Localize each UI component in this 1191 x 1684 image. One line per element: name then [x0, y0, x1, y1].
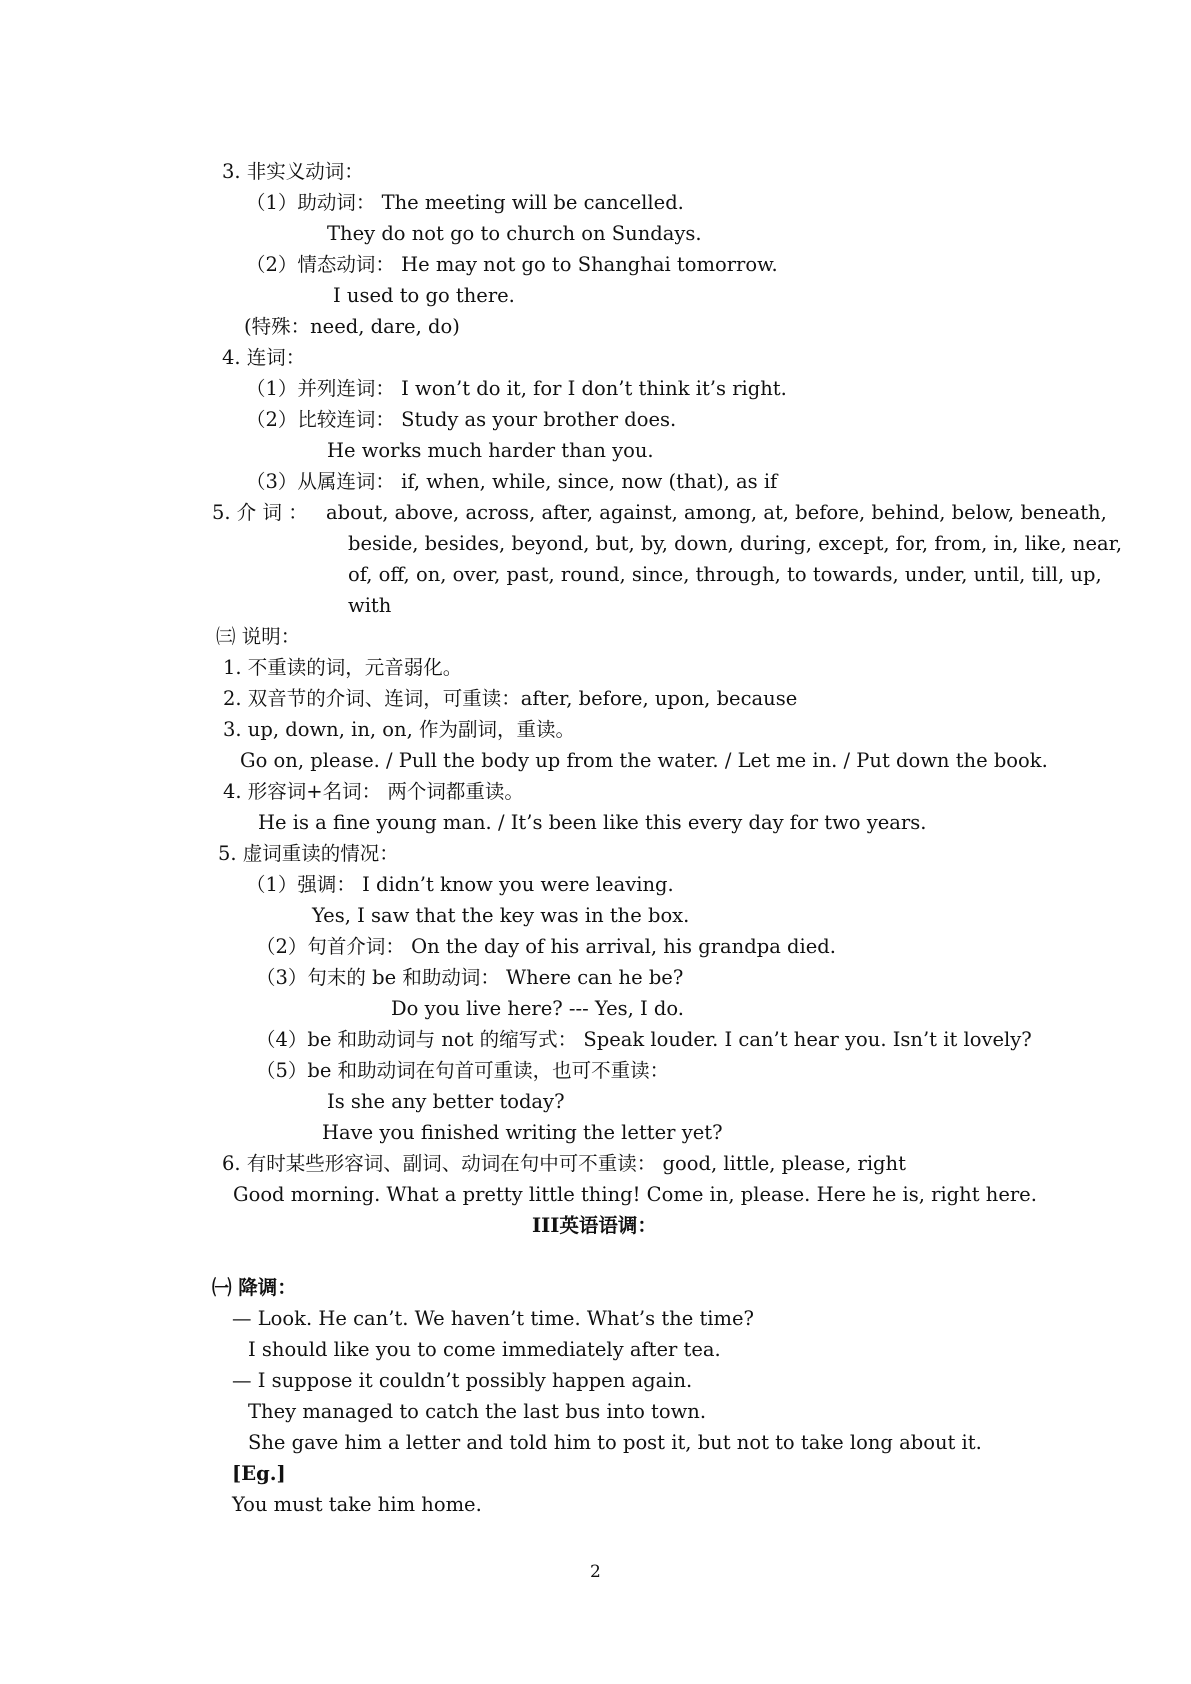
contraction-line: （4）be 和助动词与 not 的缩写式： Speak louder. I can’t hear you. Isn’t it lovely? — [256, 1028, 1032, 1051]
note-4: 4. 形容词+名词： 两个词都重读。 — [223, 780, 524, 803]
example-sentence: You must take him home. — [232, 1493, 482, 1516]
falling-tone-line-1: — Look. He can’t. We haven’t time. What’s the time? — [232, 1307, 755, 1330]
falling-tone-line-4: They managed to catch the last bus into town. — [248, 1400, 707, 1423]
initial-preposition-line: （2）句首介词： On the day of his arrival, his grandpa died. — [256, 935, 836, 958]
falling-tone-line-3: — I suppose it couldn’t possibly happen again. — [232, 1369, 693, 1392]
notes-heading: ㈢ 说明： — [216, 625, 301, 648]
note-6-example: Good morning. What a pretty little thing! Come in, please. Here he is, right here. — [233, 1183, 1037, 1206]
note-5: 5. 虚词重读的情况： — [218, 842, 399, 865]
section-4-heading: 4. 连词： — [222, 346, 306, 369]
coordinating-conj-line: （1）并列连词： I won’t do it, for I don’t think it’s right. — [246, 377, 787, 400]
auxiliary-verb-example: They do not go to church on Sundays. — [327, 222, 702, 245]
note-3: 3. up, down, in, on, 作为副词，重读。 — [223, 718, 575, 741]
section-iii-title: III英语语调： — [532, 1214, 657, 1237]
special-note: (特殊：need, dare, do) — [244, 315, 460, 338]
auxiliary-verb-line: （1）助动词： The meeting will be cancelled. — [246, 191, 684, 214]
emphasis-line: （1）强调： I didn’t know you were leaving. — [246, 873, 674, 896]
falling-tone-line-5: She gave him a letter and told him to post it, but not to take long about it. — [248, 1431, 982, 1454]
preposition-list-3: of, off, on, over, past, round, since, through, to towards, under, until, till, up, — [348, 563, 1102, 586]
initial-be-example-2: Have you finished writing the letter yet? — [322, 1121, 723, 1144]
emphasis-example: Yes, I saw that the key was in the box. — [312, 904, 690, 927]
comparative-conj-line: （2）比较连词： Study as your brother does. — [246, 408, 677, 431]
example-label: [Eg.] — [232, 1462, 286, 1485]
subordinating-conj-line: （3）从属连词： if, when, while, since, now (that), as if — [246, 470, 778, 493]
note-4-example: He is a fine young man. / It’s been like this every day for two years. — [258, 811, 927, 834]
final-be-line: （3）句末的 be 和助动词： Where can he be? — [256, 966, 684, 989]
note-6: 6. 有时某些形容词、副词、动词在句中可不重读： good, little, please, right — [222, 1152, 906, 1175]
section-3-heading: 3. 非实义动词： — [222, 160, 364, 183]
preposition-list-1: about, above, across, after, against, among, at, before, behind, below, beneath, — [326, 501, 1107, 524]
falling-tone-line-2: I should like you to come immediately after tea. — [248, 1338, 721, 1361]
initial-be-example-1: Is she any better today? — [327, 1090, 565, 1113]
preposition-list-2: beside, besides, beyond, but, by, down, during, except, for, from, in, like, near, — [348, 532, 1123, 555]
note-3-example: Go on, please. / Pull the body up from the water. / Let me in. / Put down the book. — [240, 749, 1048, 772]
modal-verb-example: I used to go there. — [333, 284, 515, 307]
section-5-heading: 5. 介 词 ： — [212, 501, 308, 524]
initial-be-line: （5）be 和助动词在句首可重读，也可不重读： — [256, 1059, 670, 1082]
page-number: 2 — [590, 1562, 601, 1582]
final-be-example: Do you live here? --- Yes, I do. — [391, 997, 684, 1020]
comparative-conj-example: He works much harder than you. — [327, 439, 654, 462]
note-1: 1. 不重读的词，元音弱化。 — [223, 656, 463, 679]
note-2: 2. 双音节的介词、连词，可重读：after, before, upon, because — [223, 687, 798, 710]
falling-tone-heading: ㈠ 降调： — [212, 1276, 297, 1299]
modal-verb-line: （2）情态动词： He may not go to Shanghai tomorrow. — [246, 253, 778, 276]
preposition-list-4: with — [348, 594, 392, 617]
